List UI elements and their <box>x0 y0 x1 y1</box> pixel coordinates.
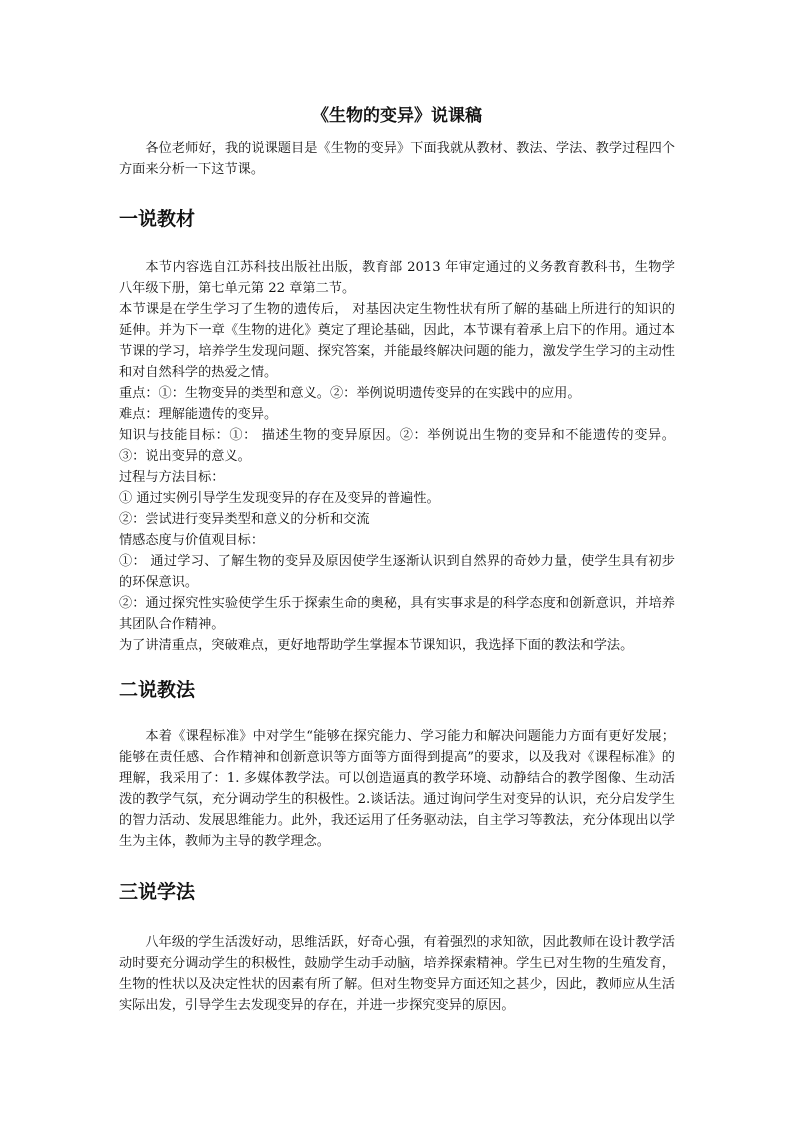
difficult-points: 难点：理解能遗传的变异。 <box>119 407 278 422</box>
emotion-goals-heading: 情感态度与价值观目标： <box>119 533 265 548</box>
textbook-role-paragraph: 本节课是在学生学习了生物的遗传后， 对基因决定生物性状有所了解的基础上所进行的知识的延伸。并为下一章《生物的进化》奠定了理论基础，因此，本节课有着承上启下的作用。通过本节课的学习，培养学生发现问题、探究答案，并能最终解决问题的能力，激发学生学习的主动性和对自然科学的热爱之情。 <box>119 302 675 380</box>
intro-paragraph: 各位老师好，我的说课题目是《生物的变异》下面我就从教材、教法、学法、教学过程四个方面来分析一下这节课。 <box>119 141 675 177</box>
process-goal-1: ① 通过实例引导学生发现变异的存在及变异的普遍性。 <box>119 491 440 506</box>
emotion-goal-2: ②：通过探究性实验使学生乐于探索生命的奥秘，具有实事求是的科学态度和创新意识，并培养其团队合作精神。 <box>119 596 675 632</box>
section-heading-teaching-methods: 二说教法 <box>119 679 196 701</box>
knowledge-goals: 知识与技能目标：①： 描述生物的变异原因。②：举例说出生物的变异和不能遗传的变异。③：说出变异的意义。 <box>119 428 675 464</box>
emotion-goal-1: ①： 通过学习、了解生物的变异及原因使学生逐渐认识到自然界的奇妙力量，使学生具有初步的环保意识。 <box>119 554 675 590</box>
textbook-source-paragraph: 本节内容选自江苏科技出版社出版，教育部 2013 年审定通过的义务教育教科书，生物学八年级下册，第七单元第 22 章第二节。 <box>119 260 675 296</box>
learning-methods-paragraph: 八年级的学生活泼好动，思维活跃，好奇心强，有着强烈的求知欲，因此教师在设计教学活动时要充分调动学生的积极性，鼓励学生动手动脑，培养探索精神。学生已对生物的生殖发育，生物的性状以及决定性状的因素有所了解。但对生物变异方面还知之甚少，因此，教师应从生活实际出发，引导学生去发现变异的存在，并进一步探究变异的原因。 <box>119 935 675 1013</box>
section-heading-textbook: 一说教材 <box>119 208 196 230</box>
document-title: 《生物的变异》说课稿 <box>312 106 482 126</box>
process-goals-heading: 过程与方法目标： <box>119 470 225 485</box>
teaching-methods-paragraph: 本着《课程标准》中对学生“能够在探究能力、学习能力和解决问题能力方面有更好发展；能够在责任感、合作精神和创新意识等方面等方面得到提高”的要求，以及我对《课程标准》的理解，我采用了：1. 多媒体教学法。可以创造逼真的教学环境、动静结合的教学图像、生动活泼的教学气氛，充分调动学生的积极性。2.谈话法。通过询问学生对变异的认识，充分启发学生的智力活动、发展思维能力。此外，我还运用了任务驱动法，自主学习等教法，充分体现出以学生为主体，教师为主导的教学理念。 <box>119 729 675 849</box>
key-points: 重点：①：生物变异的类型和意义。②：举例说明遗传变异的在实践中的应用。 <box>119 386 581 401</box>
process-goal-2: ②：尝试进行变异类型和意义的分析和交流 <box>119 512 370 527</box>
transition-sentence: 为了讲清重点，突破难点，更好地帮助学生掌握本节课知识，我选择下面的教法和学法。 <box>119 638 634 653</box>
section-heading-learning-methods: 三说学法 <box>119 881 196 903</box>
